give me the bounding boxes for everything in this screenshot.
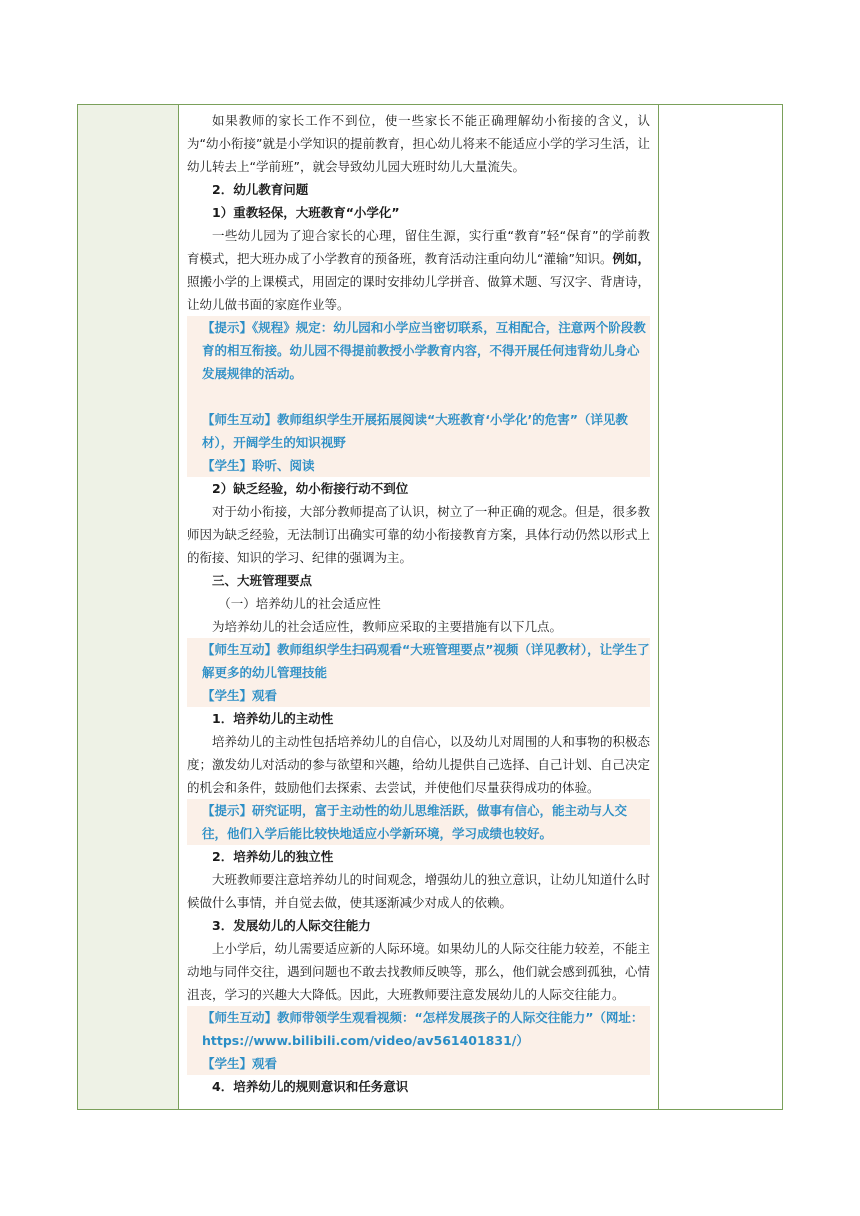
paragraph: 上小学后，幼儿需要适应新的人际环境。如果幼儿的人际交往能力较差，不能主动地与同伴交往，遇到问题也不敢去找教师反映等，那么，他们就会感到孤独，心情沮丧，学习的兴趣大大降低。因此，大班教师要注意发展幼儿的人际交往能力。 [187, 941, 650, 1002]
subsection-heading: 1）重教轻保，大班教育“小学化” [212, 205, 400, 220]
tip-block: 【提示】研究证明，富于主动性的幼儿思维活跃，做事有信心，能主动与人交往，他们入学后能比较快地适应小学新环境，学习成绩也较好。 [187, 799, 650, 845]
subsection-heading: 3．发展幼儿的人际交往能力 [212, 918, 371, 933]
interaction-block: 【师生互动】教师带领学生观看视频：“怎样发展孩子的人际交往能力”（网址：https://www.bilibili.com/video/av561401831/） [187, 1006, 650, 1052]
paragraph: 为培养幼儿的社会适应性，教师应采取的主要措施有以下几点。 [212, 619, 563, 634]
student-block: 【学生】观看 [187, 684, 650, 707]
main-content [187, 105, 650, 1098]
subsection-heading: 2）缺乏经验，幼小衔接行动不到位 [212, 481, 409, 496]
subsection-heading: 2．培养幼儿的独立性 [212, 849, 334, 864]
paragraph: 一些幼儿园为了迎合家长的心理，留住生源，实行重“教育”轻“保育”的学前教育模式，把大班办成了小学教育的预备班，教育活动注重向幼儿“灌输”知识。例如，照搬小学的上课模式，用固定的课时安排幼儿学拼音、做算术题、写汉字、背唐诗，让幼儿做书面的家庭作业等。 [187, 228, 650, 312]
interaction-block: 【师生互动】教师组织学生开展拓展阅读“大班教育‘小学化’的危害”（详见教材），开阔学生的知识视野 [187, 408, 650, 454]
left-column [78, 105, 179, 1109]
subsection-heading: 4．培养幼儿的规则意识和任务意识 [212, 1079, 409, 1094]
subsection-heading: 1．培养幼儿的主动性 [212, 711, 334, 726]
section-heading: 三、大班管理要点 [212, 573, 313, 588]
tip-block: 【提示】《规程》规定：幼儿园和小学应当密切联系，互相配合，注意两个阶段教育的相互衔接。幼儿园不得提前教授小学教育内容，不得开展任何违背幼儿身心发展规律的活动。 [187, 316, 650, 385]
section-heading: 2．幼儿教育问题 [212, 182, 309, 197]
lesson-table [77, 104, 783, 1110]
paragraph: 培养幼儿的主动性包括培养幼儿的自信心，以及幼儿对周围的人和事物的积极态度；激发幼儿对活动的参与欲望和兴趣，给幼儿提供自己选择、自己计划、自己决定的机会和条件，鼓励他们去探索、去尝试，并使他们尽量获得成功的体验。 [187, 734, 650, 795]
student-block: 【学生】聆听、阅读 [187, 454, 650, 477]
tip-spacer [187, 385, 650, 408]
right-column [658, 105, 782, 1109]
paragraph: 如果教师的家长工作不到位，使一些家长不能正确理解幼小衔接的含义，认为“幼小衔接”就是小学知识的提前教育，担心幼儿将来不能适应小学的学习生活，让幼儿转去上“学前班”，就会导致幼儿园大班时幼儿大量流失。 [187, 113, 650, 174]
interaction-block: 【师生互动】教师组织学生扫码观看“大班管理要点”视频（详见教材），让学生了解更多的幼儿管理技能 [187, 638, 650, 684]
paragraph: 大班教师要注意培养幼儿的时间观念，增强幼儿的独立意识，让幼儿知道什么时候做什么事情，并自觉去做，使其逐渐减少对成人的依赖。 [187, 872, 650, 910]
sub-heading: （一）培养幼儿的社会适应性 [218, 596, 381, 611]
student-block: 【学生】观看 [187, 1052, 650, 1075]
bold-lead: 例如， [612, 251, 650, 266]
paragraph: 对于幼小衔接，大部分教师提高了认识，树立了一种正确的观念。但是，很多教师因为缺乏经验，无法制订出确实可靠的幼小衔接教育方案，具体行动仍然以形式上的衔接、知识的学习、纪律的强调为主。 [187, 504, 650, 565]
